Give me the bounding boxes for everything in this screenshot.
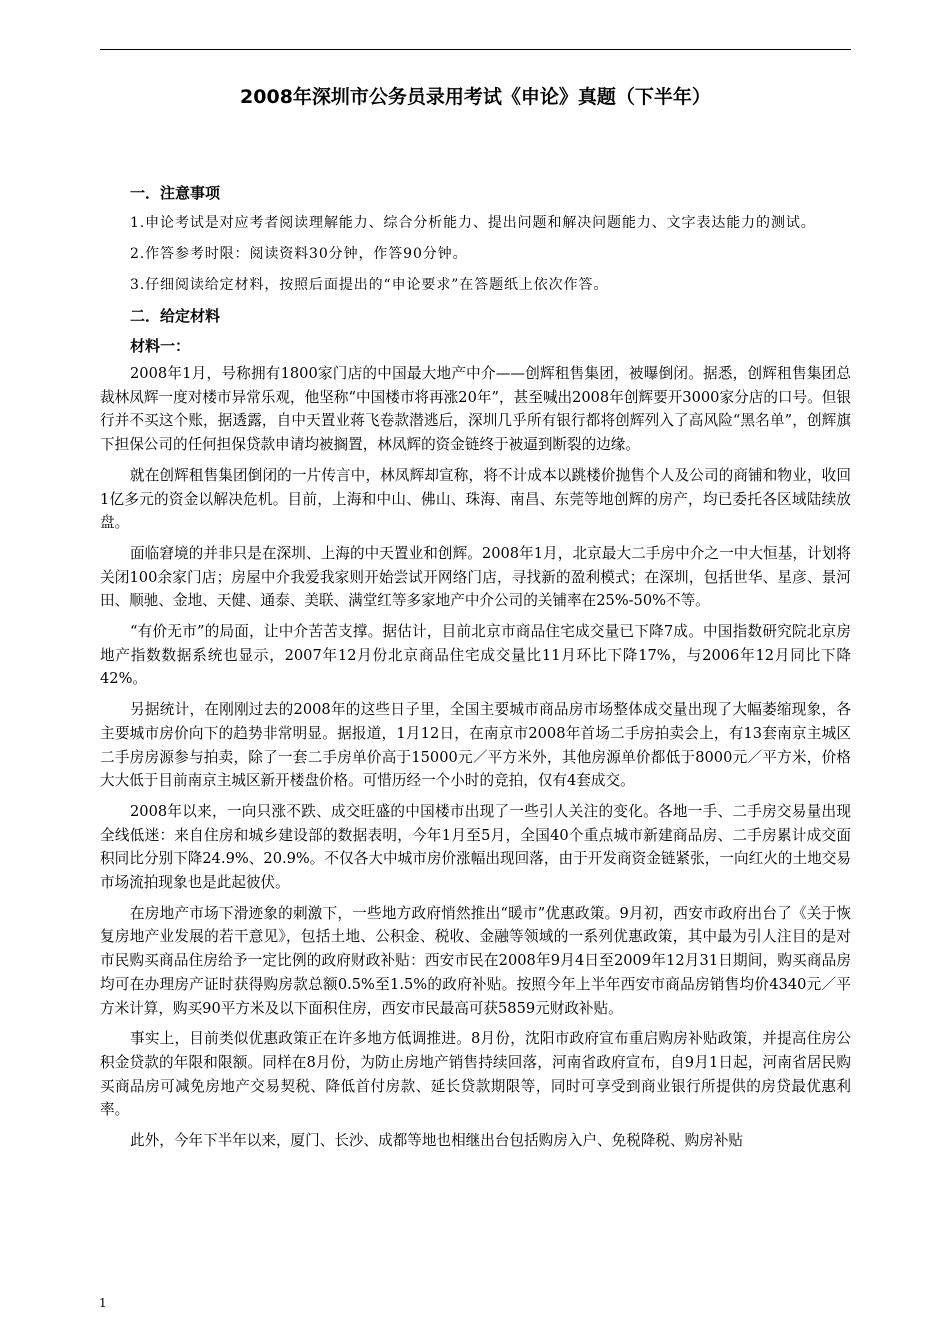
material-label: 材料一：	[130, 337, 191, 355]
material-paragraph: 事实上，目前类似优惠政策正在许多地方低调推进。8月份，沈阳市政府宣布重启购房补贴政策，并提高住房公积金贷款的年限和限额。同样在8月份，为防止房地产销售持续回落，河南省政府宣布，自9月1日起，河南省居民购买商品房可减免房地产交易契税、降低首付房款、延长贷款期限等，同时可享受到商业银行所提供的房贷最优惠利率。	[100, 1030, 851, 1119]
note-item: 3.仔细阅读给定材料，按照后面提出的“申论要求”在答题纸上依次作答。	[130, 277, 609, 293]
top-rule	[100, 49, 851, 50]
material-paragraph: 2008年1月，号称拥有1800家门店的中国最大地产中介——创辉租售集团，被曝倒闭。据悉，创辉租售集团总裁林凤辉一度对楼市异常乐观，他坚称“中国楼市将再涨20年”，甚至喊出2008年创辉要开3000家分店的口号。但银行并不买这个账，据透露，自中天置业蒋飞卷款潜逃后，深圳几乎所有银行都将创辉列入了高风险“黑名单”，创辉旗下担保公司的任何担保贷款申请均被搁置，林凤辉的资金链终于被逼到断裂的边缘。	[100, 365, 851, 454]
document-title: 2008年深圳市公务员录用考试《申论》真题（下半年）	[240, 86, 711, 108]
section-heading-notes: 一．注意事项	[130, 184, 221, 202]
material-paragraph: 就在创辉租售集团倒闭的一片传言中，林凤辉却宣称，将不计成本以跳楼价抛售个人及公司的商铺和物业，收回1亿多元的资金以解决危机。目前，上海和中山、佛山、珠海、南昌、东莞等地创辉的房产，均已委托各区域陆续放盘。	[100, 466, 851, 532]
material-paragraph: 2008年以来，一向只涨不跌、成交旺盛的中国楼市出现了一些引人关注的变化。各地一手、二手房交易量出现全线低迷：来自住房和城乡建设部的数据表明，今年1月至5月，全国40个重点城市新建商品房、二手房累计成交面积同比分别下降24.9%、20.9%。不仅各大中城市房价涨幅出现回落，由于开发商资金链紧张，一向红火的土地交易市场流拍现象也是此起彼伏。	[100, 802, 851, 892]
note-item: 2.作答参考时限：阅读资料30分钟，作答90分钟。	[130, 246, 468, 262]
section-heading-materials: 二．给定材料	[130, 307, 221, 325]
material-paragraph: “有价无市”的局面，让中介苦苦支撑。据估计，目前北京市商品住宅成交量已下降7成。中国指数研究院北京房地产指数数据系统也显示，2007年12月份北京商品住宅成交量比11月环比下降17%，与2006年12月同比下降42%。	[100, 623, 851, 688]
page-number: 1	[99, 1296, 107, 1310]
material-paragraph: 另据统计，在刚刚过去的2008年的这些日子里，全国主要城市商品房市场整体成交量出现了大幅萎缩现象，各主要城市房价向下的趋势非常明显。据报道，1月12日，在南京市2008年首场二手房拍卖会上，有13套南京主城区二手房房源参与拍卖，除了一套二手房单价高于15000元／平方米外，其他房源单价都低于8000元／平方米，价格大大低于目前南京主城区新开楼盘价格。可惜历经一个小时的竞拍，仅有4套成交。	[100, 701, 851, 790]
note-item: 1.申论考试是对应考者阅读理解能力、综合分析能力、提出问题和解决问题能力、文字表达能力的测试。	[130, 215, 816, 231]
material-paragraph: 此外，今年下半年以来，厦门、长沙、成都等地也相继出台包括购房入户、免税降税、购房补贴	[130, 1132, 743, 1150]
document-body	[100, 181, 851, 1160]
material-paragraph: 面临窘境的并非只是在深圳、上海的中天置业和创辉。2008年1月，北京最大二手房中介之一中大恒基，计划将关闭100余家门店；房屋中介我爱我家则开始尝试开网络门店，寻找新的盈利模式；在深圳，包括世华、星彦、景河田、顺驰、金地、天健、通泰、美联、满堂红等多家地产中介公司的关铺率在25%-50%不等。	[100, 544, 851, 610]
material-paragraph: 在房地产市场下滑迹象的刺激下，一些地方政府悄然推出“暖市”优惠政策。9月初，西安市政府出台了《关于恢复房地产业发展的若干意见》，包括土地、公积金、税收、金融等领域的一系列优惠政策，其中最为引人注目的是对市民购买商品住房给予一定比例的政府财政补贴：西安市民在2008年9月4日至2009年12月31日期间，购买商品房均可在办理房产证时获得购房款总额0.5%至1.5%的政府补贴。按照今年上半年西安市商品房销售均价4340元／平方米计算，购买90平方米及以下面积住房，西安市民最高可获5859元财政补贴。	[100, 904, 851, 1017]
